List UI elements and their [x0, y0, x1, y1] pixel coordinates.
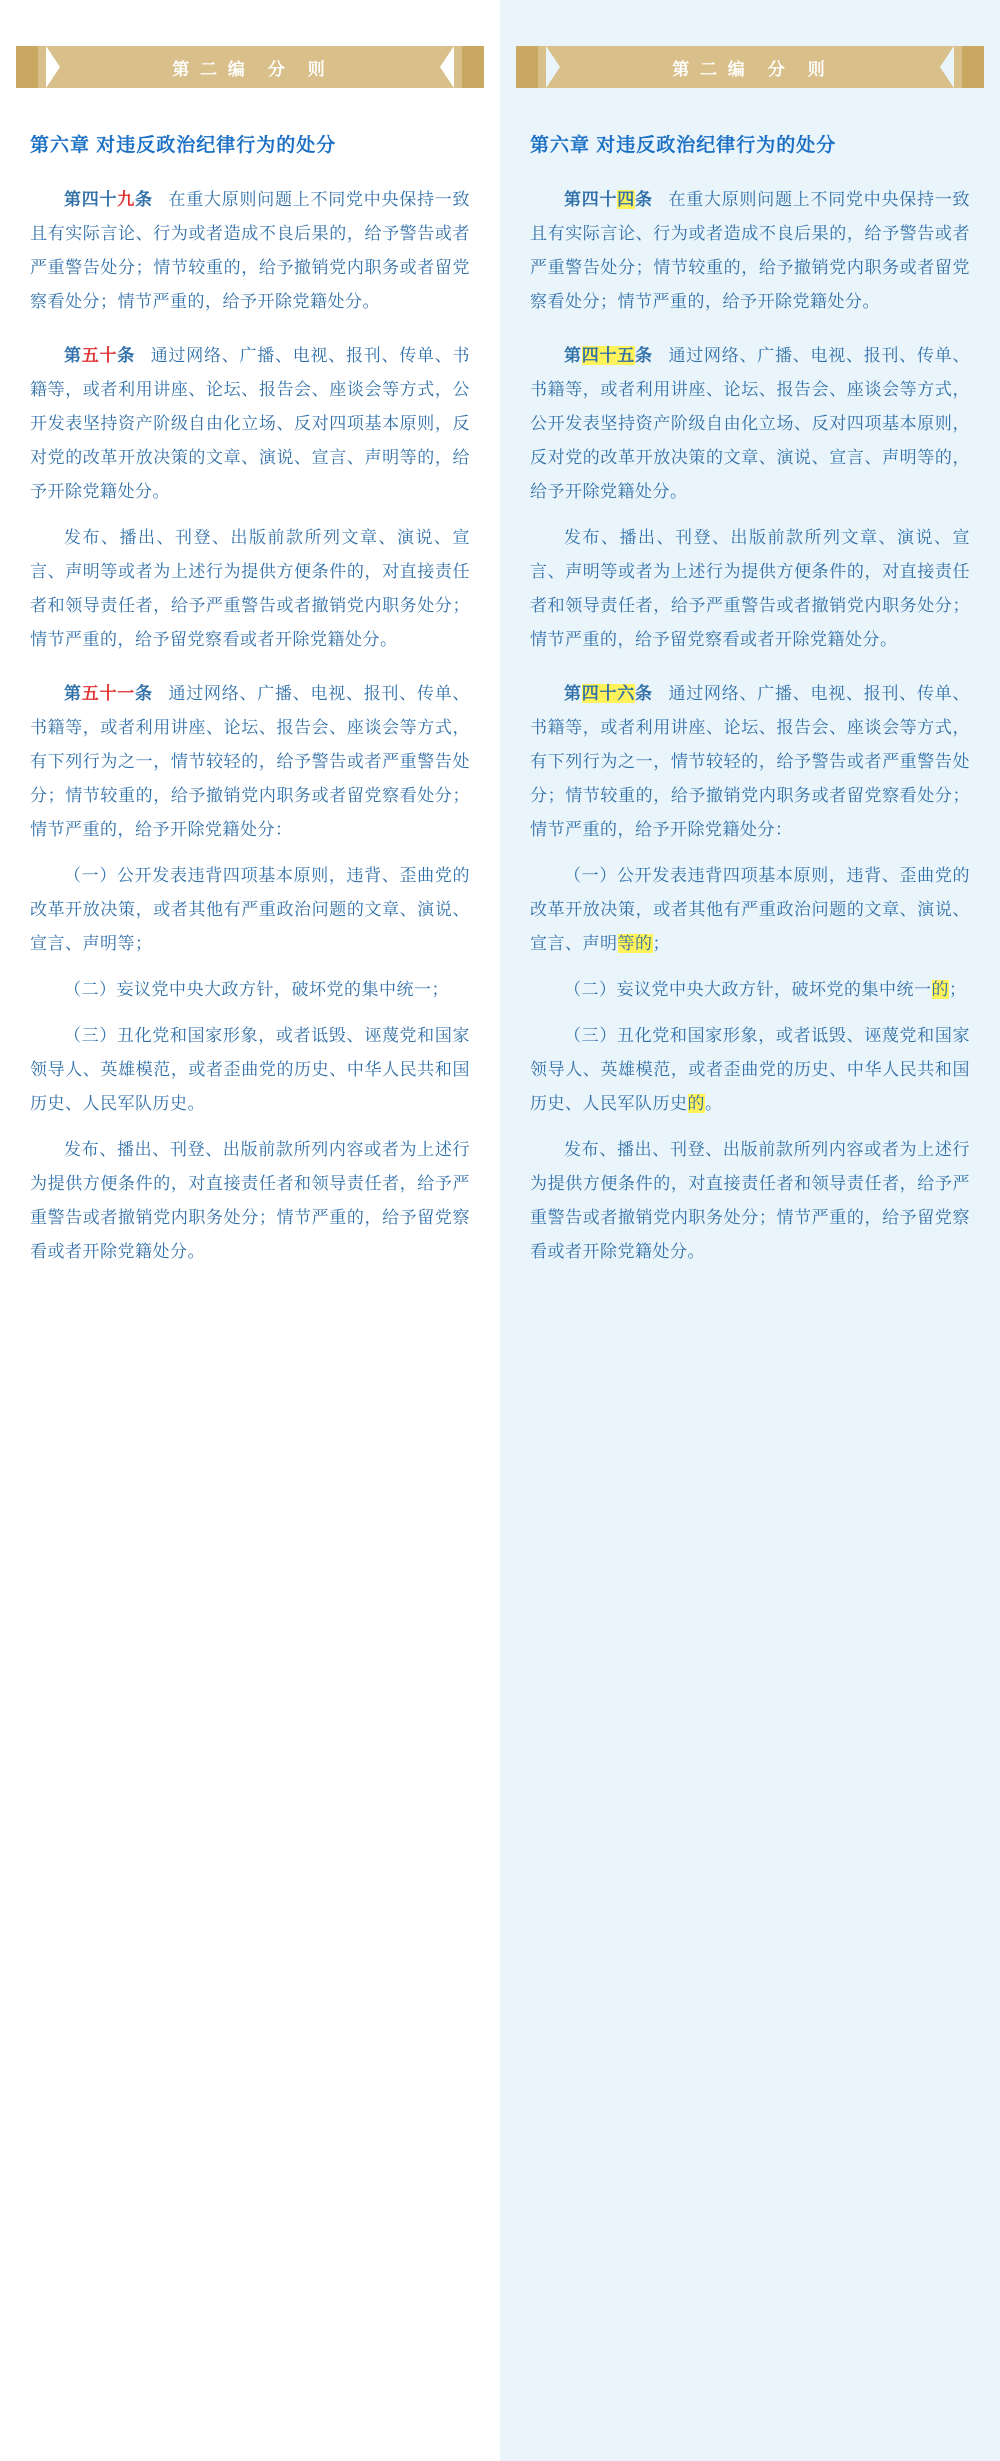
article-46-item-3: [530, 1019, 970, 1121]
article-49-paragraph: [30, 183, 470, 319]
article-44-number-highlight: 四: [617, 190, 636, 209]
article-46-item-1-highlight: 等的: [617, 934, 653, 953]
section-banner-right: [538, 46, 962, 88]
article-46-number-highlight: 四十六: [581, 684, 636, 703]
article-46-label: 第四十六条: [564, 684, 653, 703]
article-51-number: 五十一: [81, 684, 136, 703]
article-45-label: 第四十五条: [564, 346, 653, 365]
banner-label: 第 二 编 分 则: [672, 59, 828, 79]
article-49-number: 九: [117, 190, 136, 209]
article-45-paragraph-2: 发布、播出、刊登、出版前款所列文章、演说、宣言、声明等或者为上述行为提供方便条件的，对直接责任者和领导责任者，给予严重警告或者撤销党内职务处分；情节严重的，给予留党察看或者开除党籍处分。: [530, 528, 970, 649]
article-49-body: 在重大原则问题上不同党中央保持一致且有实际言论、行为或者造成不良后果的，给予警告或者严重警告处分；情节较重的，给予撤销党内职务或者留党察看处分；情节严重的，给予开除党籍处分。: [30, 190, 471, 311]
section-banner-left: [38, 46, 462, 88]
article-51-item-3: （三）丑化党和国家形象，或者诋毁、诬蔑党和国家领导人、英雄模范，或者歪曲党的历史、中华人民共和国历史、人民军队历史。: [30, 1026, 470, 1113]
article-46-item-2: [530, 973, 970, 1007]
article-45-paragraph: [530, 339, 970, 509]
article-46-item-1-text-a: （一）公开发表违背四项基本原则，违背、歪曲党的改革开放决策，或者其他有严重政治问题的文章、演说、宣言、声明: [530, 866, 970, 953]
article-50-paragraph: [30, 339, 470, 509]
chapter-title-right: 第六章 对违反政治纪律行为的处分: [530, 135, 837, 156]
article-50-label: 第五十条: [64, 346, 136, 365]
article-51-tail: 发布、播出、刊登、出版前款所列内容或者为上述行为提供方便条件的，对直接责任者和领导责任者，给予严重警告或者撤销党内职务处分；情节严重的，给予留党察看或者开除党籍处分。: [30, 1140, 470, 1261]
article-46-item-3-highlight: 的: [687, 1094, 705, 1113]
article-44-body: 在重大原则问题上不同党中央保持一致且有实际言论、行为或者造成不良后果的，给予警告或者严重警告处分；情节较重的，给予撤销党内职务或者留党察看处分；情节严重的，给予开除党籍处分。: [530, 190, 971, 311]
right-version-column: [500, 0, 1000, 2461]
article-46-item-2-text-b: ；: [949, 980, 967, 999]
article-45-number-highlight: 四十五: [581, 346, 636, 365]
article-50-body: 通过网络、广播、电视、报刊、传单、书籍等，或者利用讲座、论坛、报告会、座谈会等方式，公开发表坚持资产阶级自由化立场、反对四项基本原则，反对党的改革开放决策的文章、演说、宣言、声明等的，给予开除党籍处分。: [30, 346, 471, 501]
article-51-paragraph: [30, 677, 470, 847]
article-46-item-3-text-b: 。: [705, 1094, 723, 1113]
banner-body: [538, 46, 962, 88]
article-46-item-2-highlight: 的: [931, 980, 949, 999]
banner-label: 第 二 编 分 则: [172, 59, 328, 79]
article-46-item-1-text-b: ；: [652, 934, 670, 953]
article-51-label: 第五十一条: [64, 684, 153, 703]
article-51-item-2: （二）妄议党中央大政方针，破坏党的集中统一；: [64, 980, 449, 999]
banner-body: [38, 46, 462, 88]
article-46-body: 通过网络、广播、电视、报刊、传单、书籍等，或者利用讲座、论坛、报告会、座谈会等方式，有下列行为之一，情节较轻的，给予警告或者严重警告处分；情节较重的，给予撤销党内职务或者留党察看处分；情节严重的，给予开除党籍处分：: [530, 684, 971, 839]
article-46-tail: 发布、播出、刊登、出版前款所列内容或者为上述行为提供方便条件的，对直接责任者和领导责任者，给予严重警告或者撤销党内职务处分；情节严重的，给予留党察看或者开除党籍处分。: [530, 1140, 970, 1261]
article-51-item-1: （一）公开发表违背四项基本原则，违背、歪曲党的改革开放决策，或者其他有严重政治问题的文章、演说、宣言、声明等；: [30, 866, 470, 953]
article-45-body: 通过网络、广播、电视、报刊、传单、书籍等，或者利用讲座、论坛、报告会、座谈会等方式，公开发表坚持资产阶级自由化立场、反对四项基本原则，反对党的改革开放决策的文章、演说、宣言、声明等的，给予开除党籍处分。: [530, 346, 971, 501]
article-44-label: 第四十四条: [564, 190, 653, 209]
article-50-paragraph-2: 发布、播出、刊登、出版前款所列文章、演说、宣言、声明等或者为上述行为提供方便条件的，对直接责任者和领导责任者，给予严重警告或者撤销党内职务处分；情节严重的，给予留党察看或者开除党籍处分。: [30, 528, 470, 649]
article-44-paragraph: [530, 183, 970, 319]
article-46-item-1: [530, 859, 970, 961]
chapter-title-left: 第六章 对违反政治纪律行为的处分: [30, 135, 337, 156]
article-46-item-3-text-a: （三）丑化党和国家形象，或者诋毁、诬蔑党和国家领导人、英雄模范，或者歪曲党的历史、中华人民共和国历史、人民军队历史: [530, 1026, 970, 1113]
article-50-number: 五十: [81, 346, 118, 365]
article-46-item-2-text-a: （二）妄议党中央大政方针，破坏党的集中统一: [564, 980, 932, 999]
article-51-body: 通过网络、广播、电视、报刊、传单、书籍等，或者利用讲座、论坛、报告会、座谈会等方式，有下列行为之一，情节较轻的，给予警告或者严重警告处分；情节较重的，给予撤销党内职务或者留党察看处分；情节严重的，给予开除党籍处分：: [30, 684, 471, 839]
article-46-paragraph: [530, 677, 970, 847]
article-49-label: 第四十九条: [64, 190, 153, 209]
